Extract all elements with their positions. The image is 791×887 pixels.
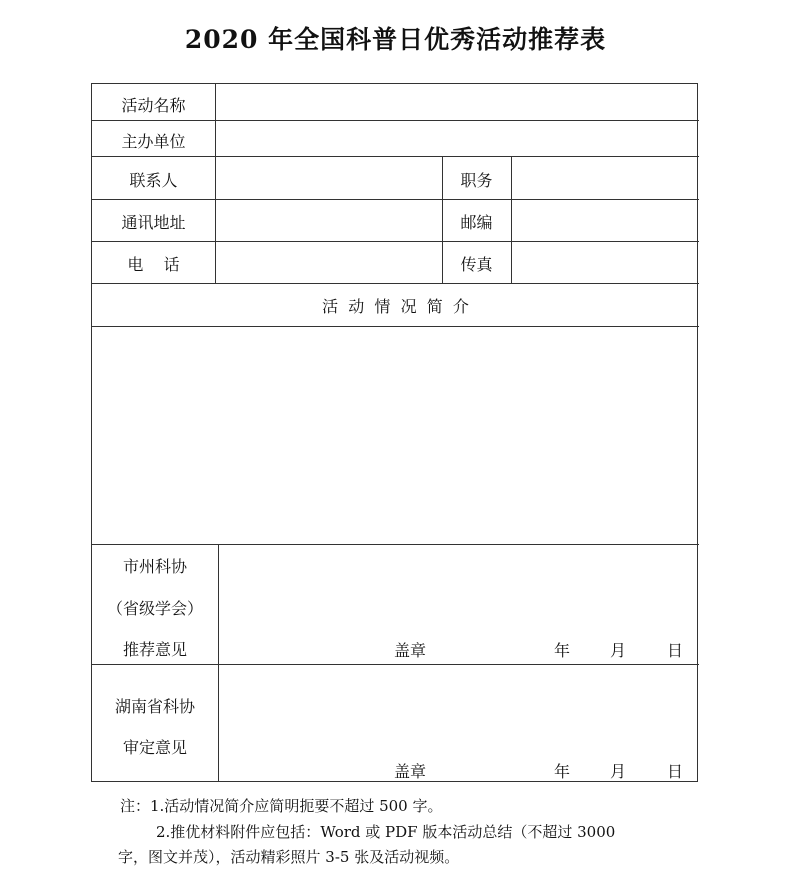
approve-month: 月 xyxy=(610,762,627,781)
column-divider xyxy=(218,544,219,782)
approve-seal: 盖章 xyxy=(394,762,427,781)
recommend-label-line3: 推荐意见 xyxy=(122,640,187,659)
position-label: 职务 xyxy=(460,171,493,190)
recommend-year: 年 xyxy=(554,641,571,660)
activity-name-label: 活动名称 xyxy=(121,96,186,115)
approve-label-line1: 湖南省科协 xyxy=(114,697,195,716)
note-line-2: 2.推优材料附件应包括：Word 或 PDF 版本活动总结（不超过 3000 xyxy=(156,823,616,841)
recommend-day: 日 xyxy=(667,641,684,660)
approve-label-line2: 审定意见 xyxy=(122,738,187,757)
row-divider xyxy=(92,664,699,665)
page-title: 2020 年全国科普日优秀活动推荐表 xyxy=(184,25,607,54)
recommend-seal: 盖章 xyxy=(394,641,427,660)
note-line-1: 注：1.活动情况简介应简明扼要不超过 500 字。 xyxy=(120,797,443,815)
contact-person-label: 联系人 xyxy=(129,171,178,190)
section-heading: 活 动 情 况 简 介 xyxy=(322,297,469,316)
approve-day: 日 xyxy=(667,762,684,781)
row-divider xyxy=(92,326,699,327)
row-divider xyxy=(92,544,699,545)
recommend-month: 月 xyxy=(610,641,627,660)
row-divider xyxy=(92,241,699,242)
approve-year: 年 xyxy=(554,762,571,781)
column-divider xyxy=(215,84,216,283)
recommend-label-line1: 市州科协 xyxy=(122,557,187,576)
organizer-label: 主办单位 xyxy=(121,132,186,151)
postcode-label: 邮编 xyxy=(460,213,493,232)
fax-label: 传真 xyxy=(460,255,493,274)
phone-label: 电 话 xyxy=(127,255,180,274)
recommendation-form xyxy=(91,83,698,782)
row-divider xyxy=(92,283,699,284)
address-label: 通讯地址 xyxy=(121,213,186,232)
row-divider xyxy=(92,199,699,200)
column-divider xyxy=(511,156,512,283)
note-line-3: 字，图文并茂），活动精彩照片 3-5 张及活动视频。 xyxy=(118,848,460,866)
row-divider xyxy=(92,120,699,121)
row-divider xyxy=(92,156,699,157)
recommend-label-line2: （省级学会） xyxy=(106,599,203,618)
